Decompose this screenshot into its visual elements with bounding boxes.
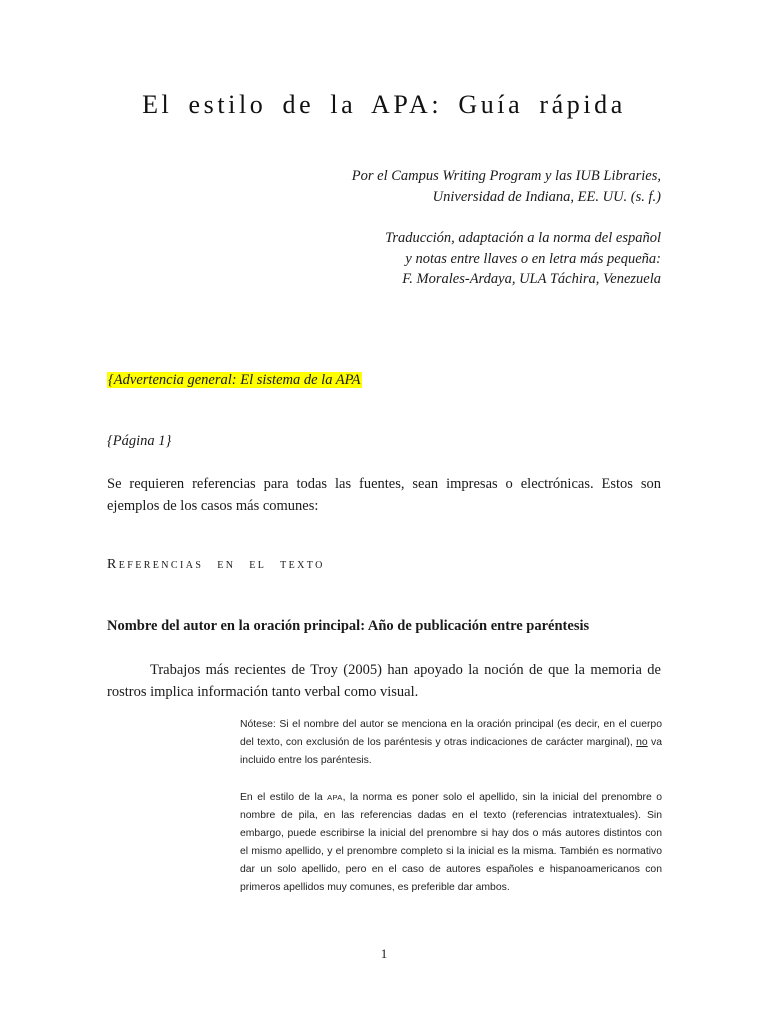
page-number: 1 [380,946,388,961]
note-paragraph-1 [240,716,662,770]
intro-paragraph: Se requieren referencias para todas las fuentes, sean impresas o electrónicas. Estos son ejemplos de los casos más comunes: [107,476,661,514]
example-paragraph: Trabajos más recientes de Troy (2005) han apoyado la noción de que la memoria de rostros implica información tanto verbal como visual. [107,662,661,700]
section-heading: Referencias en el texto [107,557,325,572]
note1-text-a: Nótese: Si el nombre del autor se menciona en la oración principal (es decir, en el cuerpo del texto, con exclusión de los paréntesis y otras indicaciones de carácter marginal), [240,719,662,749]
credits-line-3: F. Morales-Ardaya, ULA Táchira, Venezuela [402,271,661,287]
author-byline [241,166,661,207]
credits-line-1: Traducción, adaptación a la norma del español [385,230,661,246]
credits-line-2: y notas entre llaves o en letra más pequeña: [405,250,661,267]
note2-text-a: En el estilo de la [240,792,323,803]
subheading: Nombre del autor en la oración principal: Año de publicación entre paréntesis [107,618,590,634]
translation-credits [241,228,661,290]
page-note: {Página 1} [107,433,172,449]
byline-line-2: Universidad de Indiana, EE. UU. (s. f.) [432,188,661,205]
general-warning [107,372,362,389]
note2-text-b: , la norma es poner solo el apellido, sin la inicial del prenombre o nombre de pila, en las referencias dadas en el texto (referencias intratextuales). Sin embargo, puede escribirse la inicial del prenombre si hay dos o más autores distintos con el mismo apellido, y el prenombre completo si la inicial es la misma. También es normativo dar un solo apellido, pero en el caso de autores españoles e hispanoamericanos con primeros apellidos muy comunes, es preferible dar ambos. [240,792,663,894]
note2-smallcaps-apa: APA [327,793,343,802]
note1-underlined-word: no [636,737,648,749]
byline-line-1: Por el Campus Writing Program y las IUB Libraries, [351,168,661,184]
document-title: El estilo de la APA: Guía rápida [142,90,626,119]
note1-text-b: va incluido entre los paréntesis. [240,737,662,767]
note-paragraph-2 [240,789,662,898]
highlighted-warning-text: {Advertencia general: El sistema de la APA [108,372,361,388]
